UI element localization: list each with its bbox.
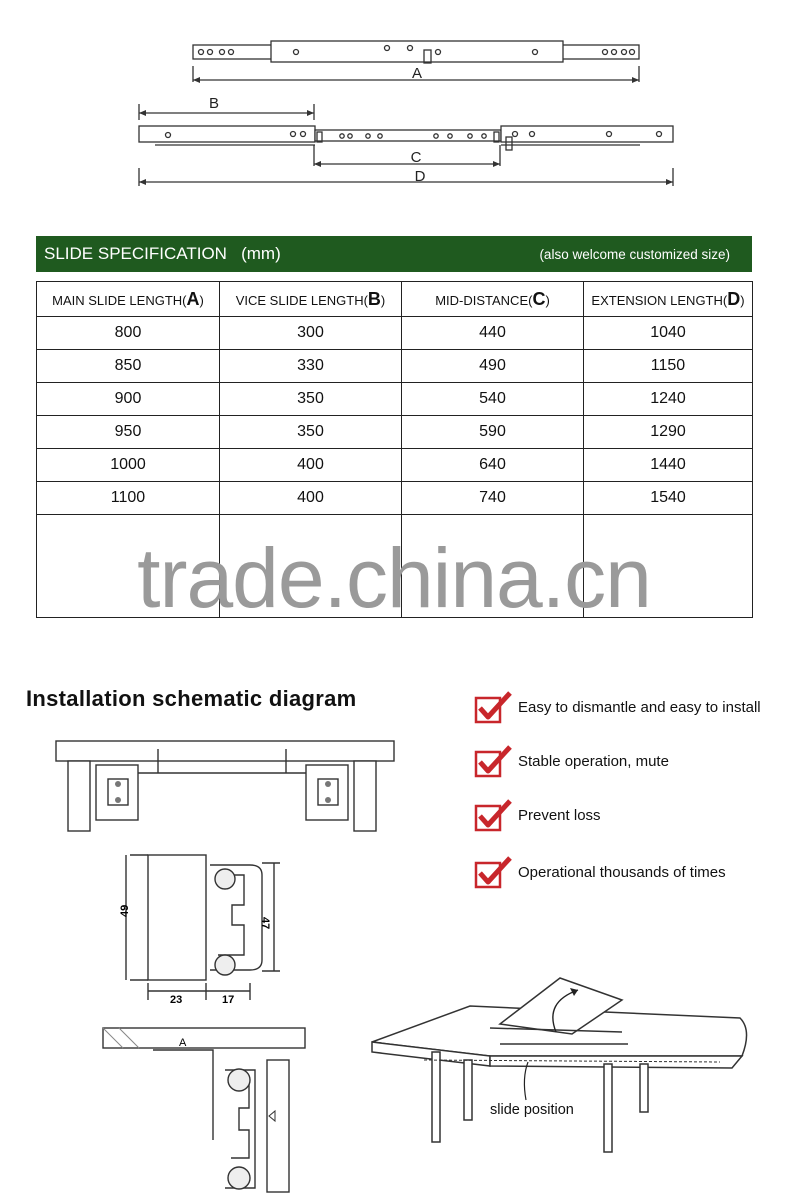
table-cell: 490: [402, 350, 584, 383]
spec-banner: [36, 236, 752, 272]
table-cell: 740: [402, 482, 584, 515]
table-cell: 1290: [584, 416, 753, 449]
table-cell: 300: [220, 317, 402, 350]
table-row: [37, 383, 753, 416]
spec-note: (also welcome customized size): [539, 246, 730, 262]
checkmark-icon: [474, 744, 514, 778]
dim-width-right: 17: [222, 994, 235, 1005]
feature-text: Prevent loss: [518, 806, 601, 824]
table-cell: 1000: [37, 449, 220, 482]
header-extension-length: EXTENSION LENGTH(D): [584, 282, 753, 317]
feature-text: Operational thousands of times: [518, 863, 726, 881]
checkmark-icon: [474, 798, 514, 832]
table-row: [37, 350, 753, 383]
dimension-label-b: B: [208, 95, 220, 112]
table-row: [37, 482, 753, 515]
slide-position-label: slide position: [490, 1102, 574, 1118]
table-cell: 1150: [584, 350, 753, 383]
header-main-slide-length: MAIN SLIDE LENGTH(A): [37, 282, 220, 317]
installation-title: Installation schematic diagram: [26, 686, 357, 711]
table-cell: 800: [37, 317, 220, 350]
slide-dimension-drawing: [0, 0, 800, 200]
feature-text: Stable operation, mute: [518, 752, 669, 770]
table-cell: 900: [37, 383, 220, 416]
table-row: [37, 416, 753, 449]
table-cell: 1440: [584, 449, 753, 482]
spec-header-row: [37, 282, 753, 317]
feature-item: [474, 744, 669, 778]
feature-item: [474, 690, 761, 724]
checkmark-icon: [474, 855, 514, 889]
dim-width-left: 23: [170, 994, 183, 1005]
dimension-label-a: A: [411, 65, 423, 82]
table-cell: 330: [220, 350, 402, 383]
header-vice-slide-length: VICE SLIDE LENGTH(B): [220, 282, 402, 317]
table-cell: 950: [37, 416, 220, 449]
mounting-mark: A: [179, 1037, 187, 1049]
slide-profile-drawing: [100, 845, 300, 1005]
dimension-label-d: D: [414, 168, 426, 185]
table-cell: 850: [37, 350, 220, 383]
table-cell: 400: [220, 482, 402, 515]
table-cell: 1540: [584, 482, 753, 515]
table-row: [37, 449, 753, 482]
dimension-label-c: C: [410, 149, 422, 166]
table-cell: 1240: [584, 383, 753, 416]
header-mid-distance: MID-DISTANCE(C): [402, 282, 584, 317]
feature-item: [474, 798, 601, 832]
table-cell: 440: [402, 317, 584, 350]
feature-item: [474, 855, 726, 889]
feature-text: Easy to dismantle and easy to install: [518, 698, 761, 716]
table-cell: 400: [220, 449, 402, 482]
installation-section-drawing: [0, 725, 420, 835]
dim-height-inner: 47: [259, 917, 271, 930]
table-row: [37, 317, 753, 350]
table-cell: 1100: [37, 482, 220, 515]
table-cell: 540: [402, 383, 584, 416]
table-cell: 1040: [584, 317, 753, 350]
dim-height-outer: 49: [119, 904, 131, 917]
watermark: trade.china.cn: [137, 531, 651, 625]
extension-table-drawing: [360, 960, 760, 1160]
spec-title: SLIDE SPECIFICATION (mm): [44, 244, 281, 263]
table-cell: 590: [402, 416, 584, 449]
checkmark-icon: [474, 690, 514, 724]
mounted-slide-drawing: [95, 1020, 315, 1200]
table-cell: 640: [402, 449, 584, 482]
table-cell: 350: [220, 383, 402, 416]
table-cell: 350: [220, 416, 402, 449]
